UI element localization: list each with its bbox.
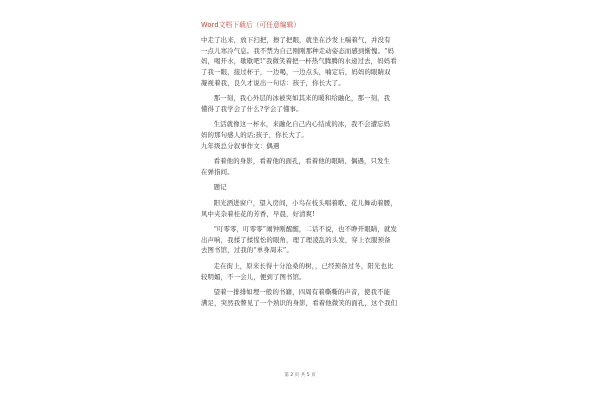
text-line: 中走了出来，放下扫把，擦了把眼，就坐在沙发上喘着气，并没有 bbox=[201, 36, 391, 44]
text-line: 风中夹杂着桂花的芳香，早晨，好清爽! bbox=[201, 209, 315, 218]
text-line: 妈，喝开水，歇歇吧!”我微笑着把一杯热气腾腾的水递过去，妈妈看 bbox=[201, 57, 397, 66]
text-line: 懂得了我学会了什么?学会了懂事。 bbox=[201, 104, 303, 113]
text-line: 题记 bbox=[213, 183, 227, 192]
text-line: 去图书馆，过我的“单身周末”。 bbox=[201, 246, 293, 255]
text-line: 妈的那句感人的话;孩子，你长大了。 bbox=[201, 131, 308, 140]
text-line: 阳光洒进窗户，望入房间，小鸟在枝头唱着歌、花儿舞动着腰， bbox=[213, 198, 397, 207]
text-line: “叮零零，叮零零”闹钟刚醒醒，二话不说，也不睁开眼睛，就发 bbox=[213, 225, 398, 234]
text-line: 凝视着我，良久才说出一句话：孩子，你长大了。 bbox=[201, 78, 345, 87]
text-line: 走在街上，原来长得十分沧桑的树，，已经预备过冬，阳光也比 bbox=[213, 261, 394, 270]
text-line: 一点儿寒冷气息。我不禁为自己刚刚那种走动姿态而感到惭愧。“妈 bbox=[201, 46, 395, 55]
text-line: 了我一眼，接过杯子，一边喝，一边点头，喃定后，妈妈的眼睛双 bbox=[201, 68, 391, 77]
text-line: 满足，突然我瞥见了一个熟识的身影，看着他微笑的面孔，这个我们 bbox=[201, 298, 398, 307]
document-body bbox=[201, 35, 400, 309]
text-line: 那一刻，我心外层的冰被突如其来的暖和给融化，那一刻，我 bbox=[213, 94, 391, 103]
text-line: 出声响，我揉了揉惺忪的眼角，理了理凌乱的头发，穿上衣服预备 bbox=[201, 235, 391, 244]
text-line: 九年级总分叙事作文：偶遇 bbox=[201, 141, 280, 150]
text-line: 在弹指间。 bbox=[201, 167, 234, 176]
page-number: 第 2 页 共 5 页 bbox=[284, 373, 316, 378]
text-line: 看着他的身影，看着他的面孔，看着他的眼睛、偶遇，只发生 bbox=[213, 157, 391, 166]
text-line: 望着一排排如埋一般的书籍，四周有着嘶嘶的声音，使我不能 bbox=[213, 288, 391, 297]
text-line: 生活就像这一杯水，来融化自己内心结成的冰，我不会遭忘妈 bbox=[213, 120, 391, 129]
document-header: Word文档下载后（可任意编辑） bbox=[201, 21, 301, 29]
text-line: 较明媚，不一会儿，便到了图书馆。 bbox=[201, 272, 306, 281]
